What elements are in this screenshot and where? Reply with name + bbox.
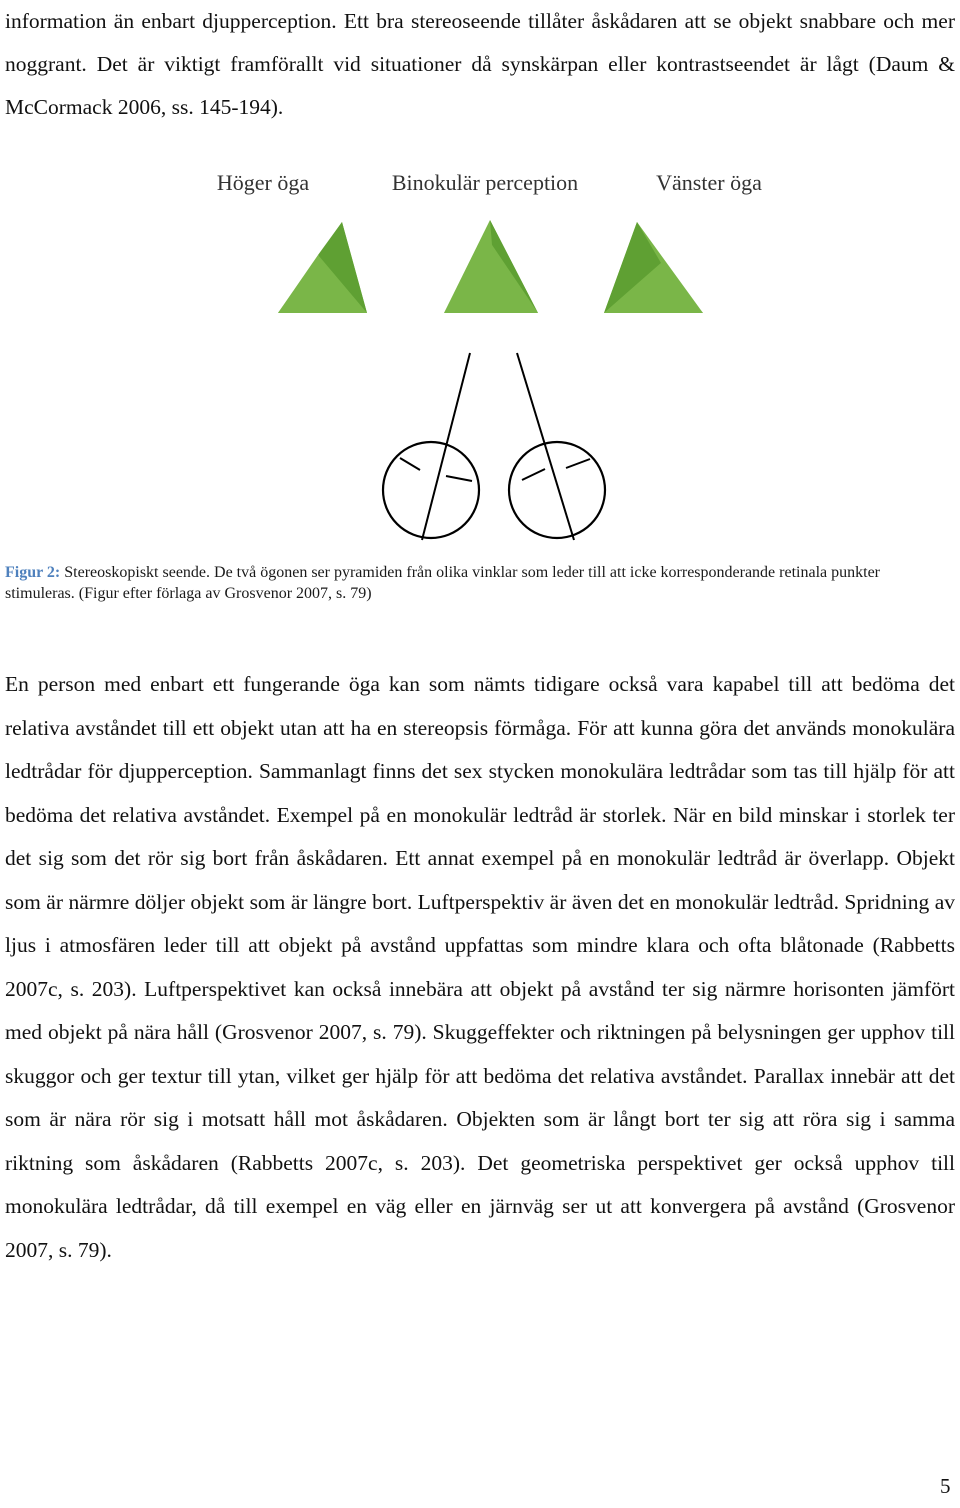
pyramid-binocular xyxy=(444,220,538,313)
stereoscopic-vision-figure xyxy=(0,0,960,560)
figure-caption xyxy=(5,562,935,604)
page-number: 5 xyxy=(940,1474,951,1498)
label-left-eye: Vänster öga xyxy=(656,170,762,195)
eye-left-diagram xyxy=(509,353,605,540)
caption-text: Stereoskopiskt seende. De två ögonen ser pyramiden från olika vinklar som leder till att icke korresponderande retinala punkter stimuleras. (Figur efter förlaga av Grosvenor 2007, s. 79) xyxy=(5,564,880,602)
pyramid-right-eye xyxy=(278,222,367,313)
pyramid-left-eye xyxy=(604,222,703,313)
intro-paragraph: information än enbart djupperception. Ett bra stereoseende tillåter åskådaren att se objekt snabbare och mer noggrant. Det är viktigt framförallt vid situationer då synskärpan eller kontrastseendet är lågt (Daum & McCormack 2006, ss. 145-194). xyxy=(5,9,955,119)
main-paragraph: En person med enbart ett fungerande öga kan som nämts tidigare också vara kapabel till att bedöma det relativa avståndet till ett objekt utan att ha en stereopsis förmåga. För att kunna göra det används monokulära ledtrådar för djupperception. Sammanlagt finns det sex stycken monokulära ledtrådar som tas till hjälp för att bedöma det relativa avståndet. Exempel på en monokulär ledtråd är storlek. När en bild minskar i storlek ter det sig som det rör sig bort från åskådaren. Ett annat exempel på en monokulär ledtråd är överlapp. Objekt som är närmre döljer objekt som är längre bort. Luftperspektiv är även det en monokulär ledtråd. Spridning av ljus i atmosfären leder till att objekt på avstånd uppfattas som mindre klara och ofta blåtonade (Rabbetts 2007c, s. 203). Luftperspektivet kan också innebära att objekt på avstånd ter sig närmre horisonten jämfört med objekt på nära håll (Grosvenor 2007, s. 79). Skuggeffekter och riktningen på belysningen ger upphov till skuggor och ger textur till ytan, vilket ger hjälp för att bedöma det relativa avståndet. Parallax innebär att det som är nära rör sig i motsatt håll mot åskådaren. Objekten som är långt bort ter sig att röra sig i samma riktning som åskådaren (Rabbetts 2007c, s. 203). Det geometriska perspektivet ger också upphov till monokulära ledtrådar, då till exempel en väg eller en järnväg ser ut att konvergera på avstånd (Grosvenor 2007, s. 79). xyxy=(5,672,955,1262)
label-binocular-perception: Binokulär perception xyxy=(391,170,579,195)
caption-label: Figur 2: xyxy=(5,564,61,581)
label-right-eye: Höger öga xyxy=(216,170,310,195)
eye-right-diagram xyxy=(383,353,479,540)
